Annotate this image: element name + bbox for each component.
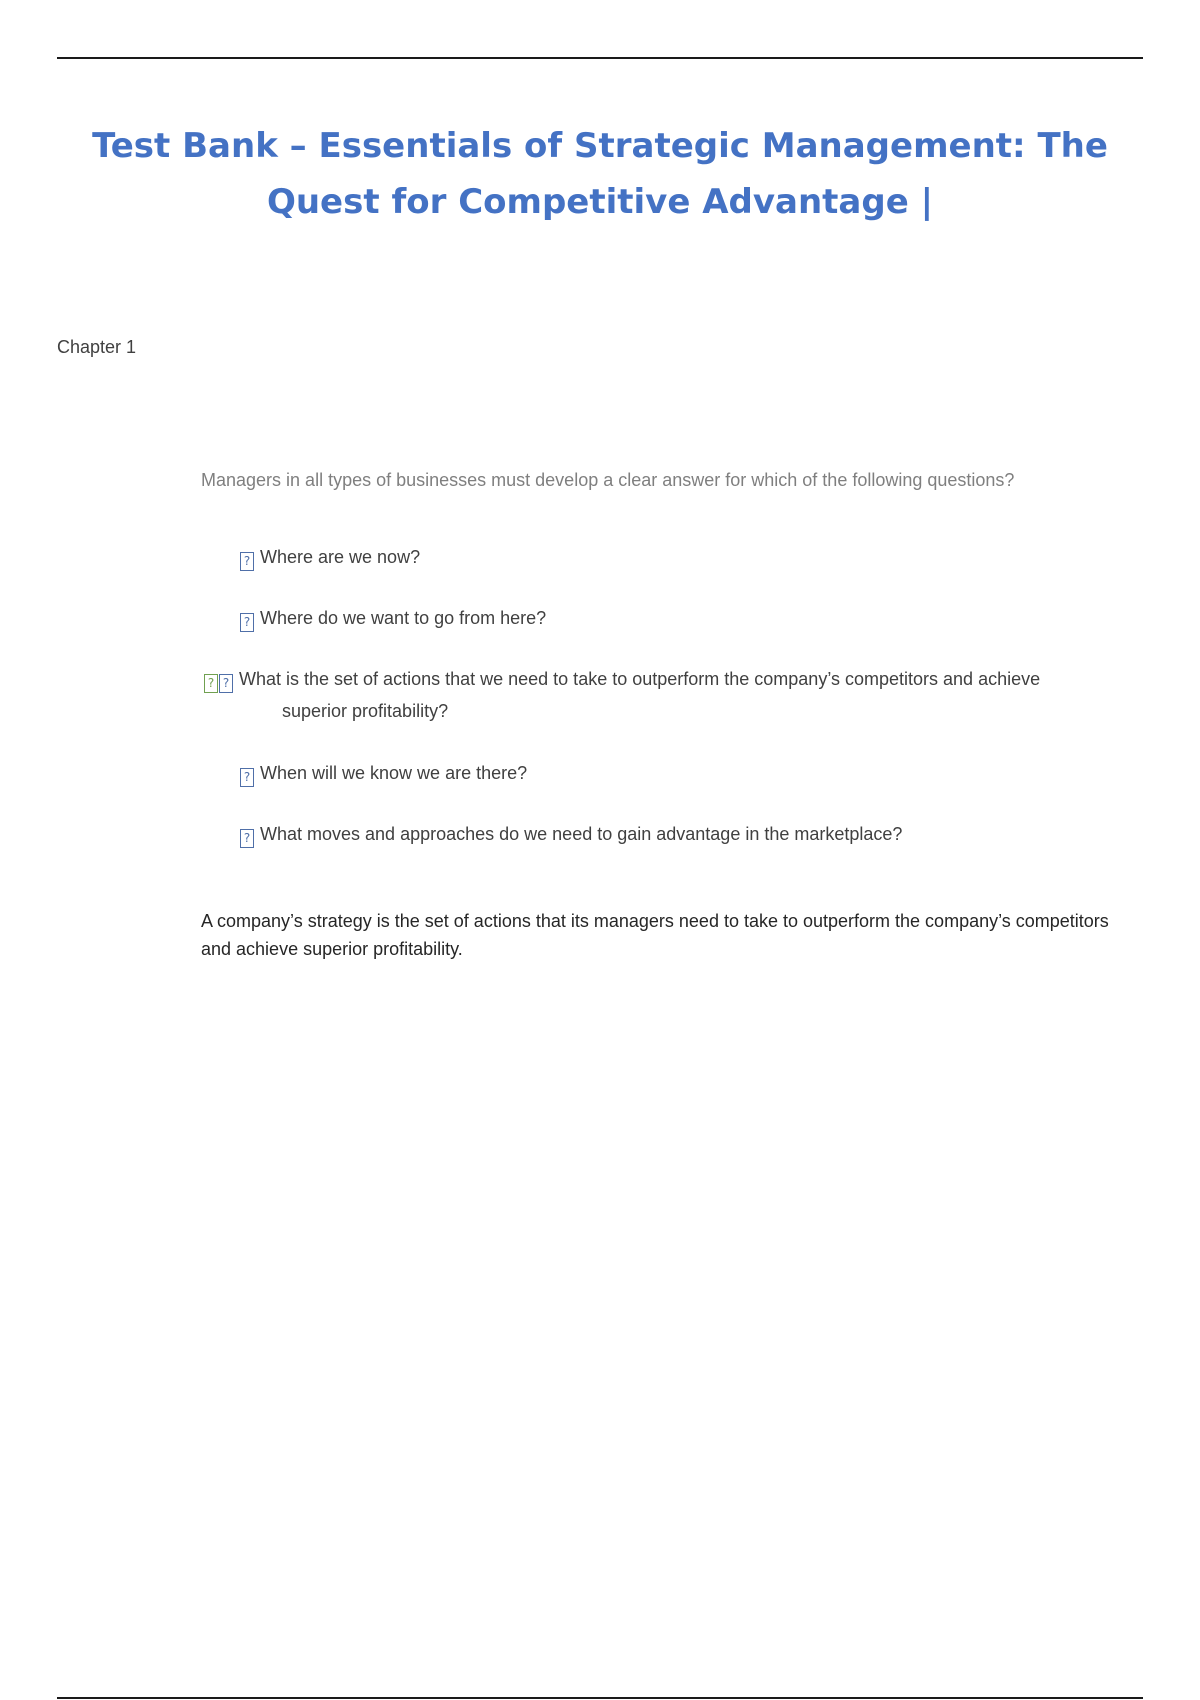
footer-rule	[57, 1697, 1143, 1699]
option-text: Where are we now?	[260, 547, 421, 567]
option-item	[240, 762, 527, 787]
question-prompt: Managers in all types of businesses must develop a clear answer for which of the following questions?	[201, 470, 1015, 490]
chapter-label: Chapter 1	[57, 337, 137, 357]
document-title: Test Bank – Essentials of Strategic Management: The Quest for Competitive Advantage |	[92, 126, 1108, 222]
option-text: What is the set of actions that we need to take to outperform the company’s competitors and achieve	[239, 669, 1041, 689]
option-text: When will we know we are there?	[260, 763, 528, 783]
option-item	[240, 546, 420, 571]
option-text: Where do we want to go from here?	[260, 608, 547, 628]
option-item	[240, 607, 546, 632]
header-rule	[57, 57, 1143, 59]
missing-glyph-box-icon: ?	[240, 829, 254, 848]
option-item-correct	[204, 668, 1040, 693]
missing-glyph-box-icon: ?	[240, 768, 254, 787]
missing-glyph-box-icon: ?	[219, 674, 233, 693]
option-text: What moves and approaches do we need to gain advantage in the marketplace?	[260, 824, 903, 844]
selected-glyph-box-icon: ?	[204, 674, 218, 693]
missing-glyph-box-icon: ?	[240, 552, 254, 571]
option-text-continuation: superior profitability?	[282, 701, 449, 721]
answer-explanation: A company’s strategy is the set of actions that its managers need to take to outperform the company’s competitors and achieve superior profitability.	[201, 911, 1109, 959]
option-item	[240, 823, 902, 848]
missing-glyph-box-icon: ?	[240, 613, 254, 632]
